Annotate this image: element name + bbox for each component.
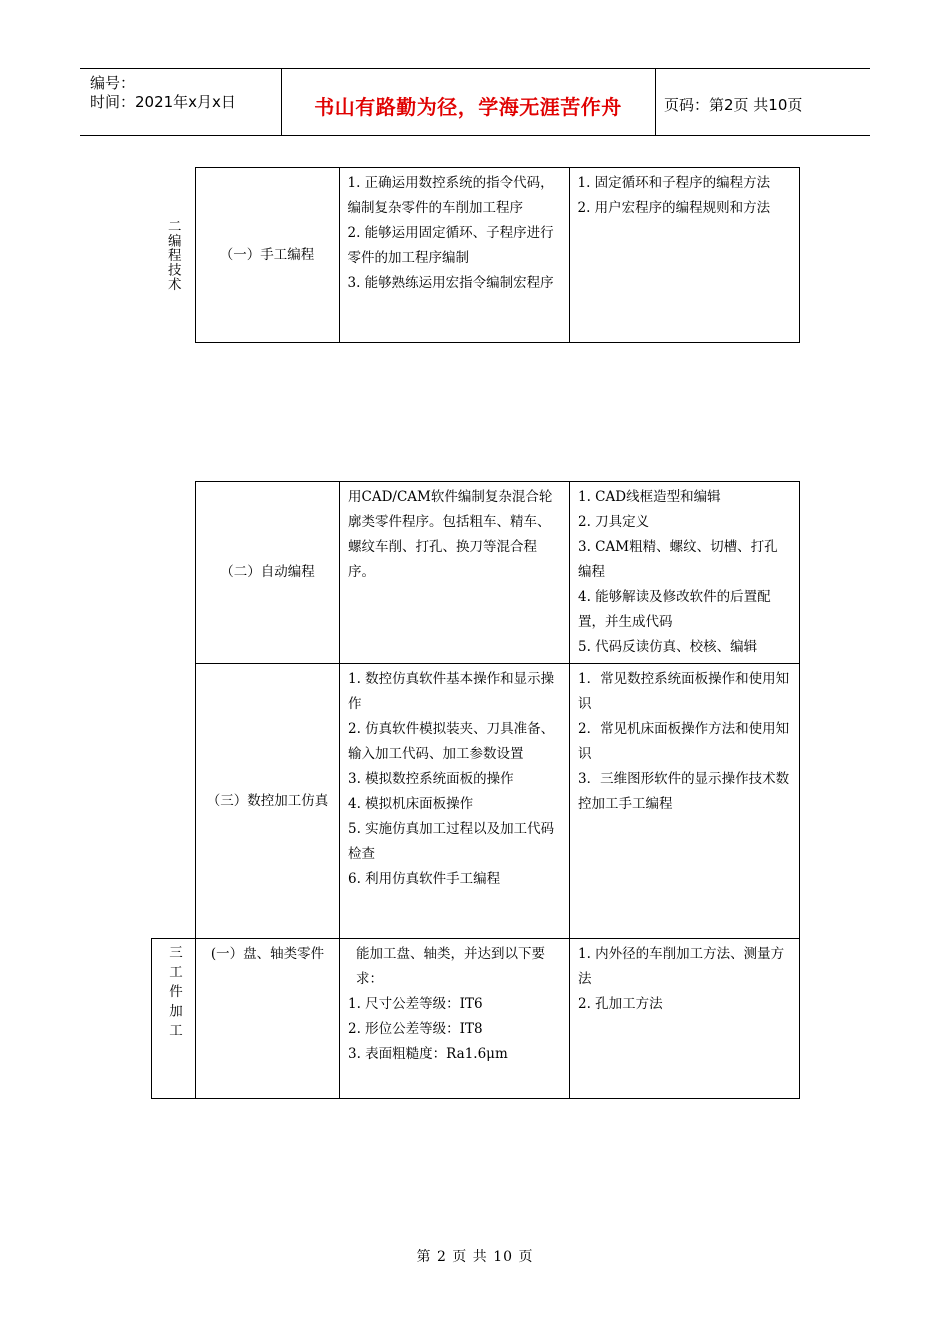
knowledge-cell — [570, 939, 800, 1099]
topic-cell — [196, 939, 340, 1099]
table-row — [152, 482, 800, 664]
list-item: 3. 能够熟练运用宏指令编制宏程序 — [347, 275, 554, 291]
table-programming-manual — [151, 167, 800, 343]
knowledge-cell — [570, 482, 800, 664]
topic-label: （二）自动编程 — [220, 564, 315, 580]
knowledge-cell — [569, 168, 799, 343]
section-cell — [151, 168, 195, 343]
requirements-cell — [340, 664, 570, 939]
list-item: 5. 实施仿真加工过程以及加工代码检查 — [348, 821, 555, 862]
list-item: 3．三维图形软件的显示操作技术数控加工手工编程 — [578, 771, 790, 812]
section-cell — [152, 939, 196, 1099]
list-item: 5. 代码反读仿真、校核、编辑 — [578, 639, 758, 655]
list-item: 2. 仿真软件模拟装夹、刀具准备、输入加工代码、加工参数设置 — [348, 721, 555, 762]
list-item: 能加工盘、轴类，并达到以下要求： — [356, 946, 545, 987]
motto: 书山有路勤为径，学海无涯苦作舟 — [314, 95, 622, 119]
list-item: 3. 表面粗糙度：Ra1.6μm — [348, 1046, 508, 1062]
list-item: 1. 数控仿真软件基本操作和显示操作 — [348, 671, 555, 712]
list-item: 用CAD/CAM软件编制复杂混合轮廓类零件程序。包括粗车、精车、螺纹车削、打孔、换刀等混合程序。 — [348, 489, 553, 580]
list-item: 1. 尺寸公差等级：IT6 — [348, 996, 483, 1012]
list-item: 1. 内外径的车削加工方法、测量方法 — [578, 946, 785, 987]
requirements-cell — [340, 939, 570, 1099]
section-label: 三工件加工 — [166, 945, 182, 1043]
time-label: 时间：2021年x月x日 — [90, 93, 236, 111]
header-meta-cell — [80, 69, 282, 135]
section-cell-continued — [152, 482, 196, 939]
header-motto-cell — [281, 69, 656, 135]
topic-label: （一）手工编程 — [219, 246, 315, 263]
page-footer: 第 2 页 共 10 页 — [416, 1249, 534, 1265]
table-programming-auto — [151, 481, 800, 1099]
header-page-cell — [656, 69, 870, 135]
section-label: 二编程技术 — [164, 218, 181, 292]
list-item: 3. 模拟数控系统面板的操作 — [348, 771, 514, 787]
requirements-cell — [340, 482, 570, 664]
list-item: 6. 利用仿真软件手工编程 — [348, 871, 501, 887]
table-row — [152, 664, 800, 939]
list-item: 2. 用户宏程序的编程规则和方法 — [577, 200, 771, 216]
list-item: 4. 模拟机床面板操作 — [348, 796, 474, 812]
list-item: 1．常见数控系统面板操作和使用知识 — [578, 671, 790, 712]
knowledge-cell — [570, 664, 800, 939]
topic-cell — [196, 664, 340, 939]
list-item: 1. CAD线框造型和编辑 — [578, 489, 721, 505]
page-header — [80, 68, 870, 136]
list-item: 2. 能够运用固定循环、子程序进行零件的加工程序编制 — [347, 225, 554, 266]
requirements-cell — [339, 168, 569, 343]
topic-cell — [196, 482, 340, 664]
list-item: 1. 正确运用数控系统的指令代码，编制复杂零件的车削加工程序 — [347, 175, 554, 216]
list-item: 4. 能够解读及修改软件的后置配置，并生成代码 — [578, 589, 771, 630]
list-item: 2．常见机床面板操作方法和使用知识 — [578, 721, 790, 762]
topic-cell — [195, 168, 339, 343]
list-item: 2. 形位公差等级：IT8 — [348, 1021, 483, 1037]
table-row — [152, 939, 800, 1099]
list-item: 3. CAM粗精、螺纹、切槽、打孔编程 — [578, 539, 778, 580]
list-item: 2. 孔加工方法 — [578, 996, 663, 1012]
number-label: 编号： — [90, 74, 136, 92]
topic-label: （三）数控加工仿真 — [206, 792, 329, 809]
topic-label: (一）盘、轴类零件 — [210, 946, 325, 962]
list-item: 2. 刀具定义 — [578, 514, 650, 530]
list-item: 1. 固定循环和子程序的编程方法 — [577, 175, 771, 191]
page-label: 页码：第2页 共10页 — [664, 96, 803, 114]
table-row — [151, 168, 799, 343]
